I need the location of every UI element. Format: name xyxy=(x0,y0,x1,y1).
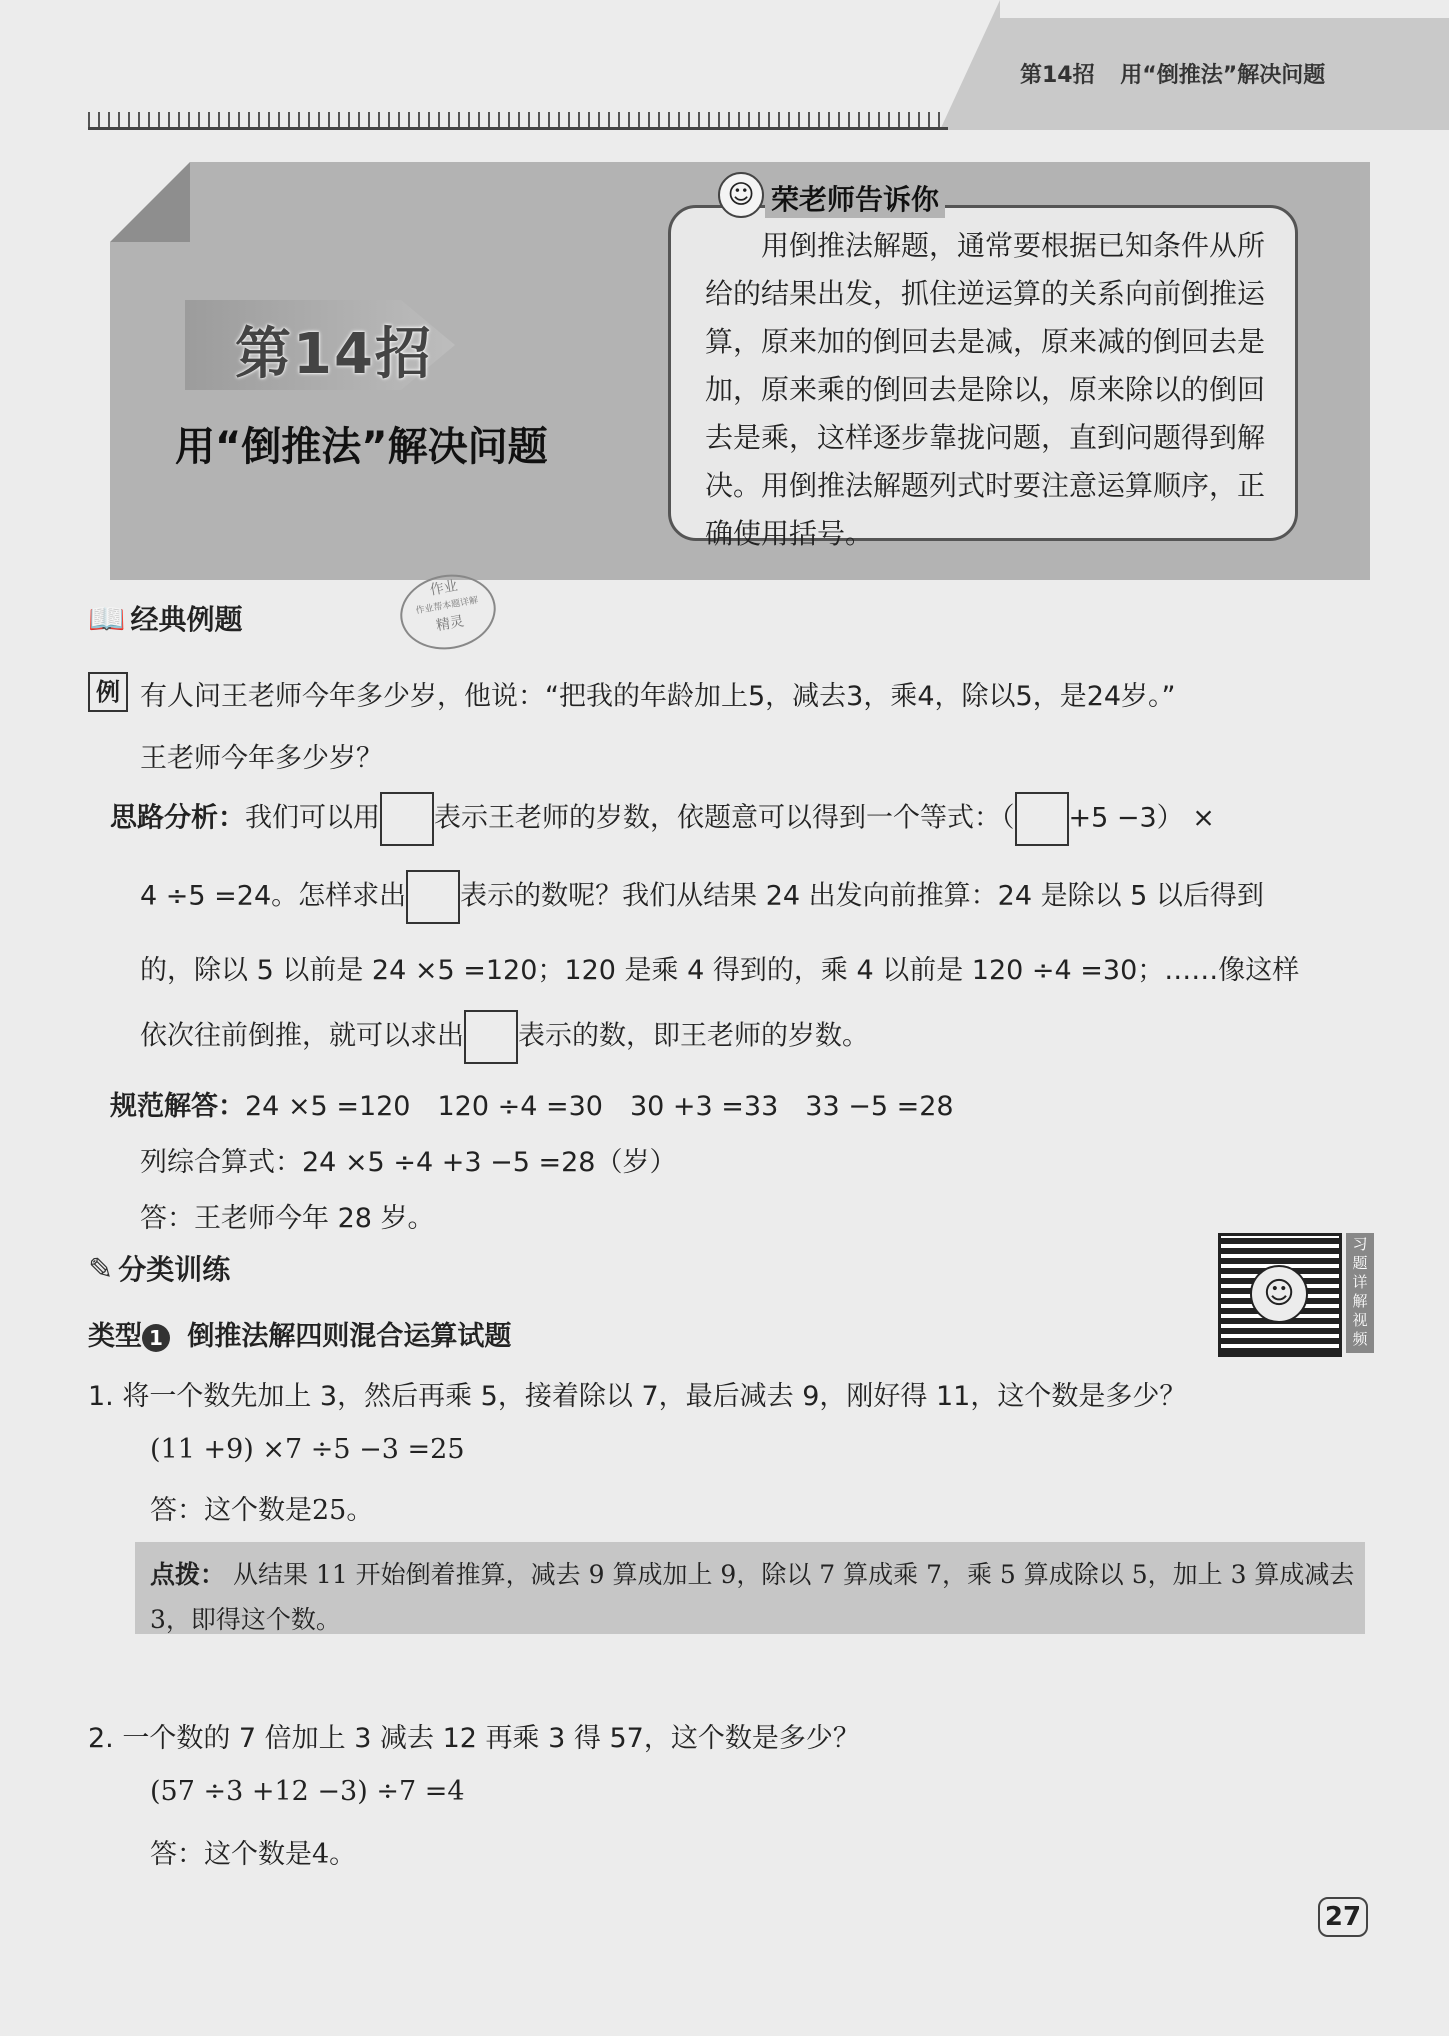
analysis-a2: 表示王老师的岁数，依题意可以得到一个等式：（ xyxy=(434,802,1015,834)
teacher-avatar-icon: ☺ xyxy=(1250,1265,1308,1323)
analysis-d1: 依次往前倒推，就可以求出 xyxy=(140,1020,464,1052)
analysis-line3: 的，除以 5 以前是 24 ×5 =120；120 是乘 4 得到的，乘 4 以前是 120 ÷4 =30；……像这样 xyxy=(140,955,1300,986)
standard-answer xyxy=(110,1084,954,1123)
book-icon: 📖 xyxy=(88,602,126,637)
answer-label: 规范解答： xyxy=(110,1091,245,1122)
header-title: 用“倒推法”解决问题 xyxy=(1120,63,1326,88)
example-label: 例 xyxy=(88,672,128,712)
type-heading xyxy=(88,1314,511,1353)
qr-label: 习题详解视频 xyxy=(1346,1233,1374,1353)
analysis-line1 xyxy=(110,792,1215,846)
teacher-avatar-icon: ☺ xyxy=(718,172,764,218)
section-classic xyxy=(88,598,242,638)
analysis-b1: 4 ÷5 =24。怎样求出 xyxy=(140,880,407,912)
header-slant xyxy=(940,0,1000,130)
type-title: 倒推法解四则混合运算试题 xyxy=(187,1321,512,1352)
stamp-line3: 精灵 xyxy=(434,613,466,635)
q1-hint xyxy=(150,1552,1360,1642)
stamp-line2: 作业帮本题详解 xyxy=(415,595,479,617)
blank-box xyxy=(406,870,460,924)
section-classic-title: 经典例题 xyxy=(130,603,243,636)
chapter-number: 第14招 xyxy=(235,322,433,387)
header-chapter: 第14招 xyxy=(1020,63,1095,88)
chapter-title: 用“倒推法”解决问题 xyxy=(175,424,548,470)
example-question-line2: 王老师今年多少岁？ xyxy=(140,743,383,774)
q1-formula: (11 +9) ×7 ÷5 −3 =25 xyxy=(150,1434,465,1465)
pencil-icon: ✎ xyxy=(88,1252,114,1287)
combined-formula: 列综合算式：24 ×5 ÷4 +3 −5 =28（岁） xyxy=(140,1147,677,1178)
blank-box xyxy=(380,792,434,846)
blank-box xyxy=(464,1010,518,1064)
type-number-badge: 1 xyxy=(142,1324,170,1352)
type-prefix: 类型 xyxy=(88,1321,142,1352)
hint-text: 从结果 11 开始倒着推算，减去 9 算成加上 9，除以 7 算成乘 7，乘 5 算成除以 5，加上 3 算成减去3，即得这个数。 xyxy=(150,1560,1355,1634)
tip-body: 用倒推法解题，通常要根据已知条件从所给的结果出发，抓住逆运算的关系向前倒推运算，原来加的倒回去是减，原来减的倒回去是加，原来乘的倒回去是除以，原来除以的倒回去是乘，这样逐步靠拢问题，直到问题得到解决。用倒推法解题列式时要注意运算顺序，正确使用括号。 xyxy=(705,229,1266,550)
analysis-line2 xyxy=(140,870,1264,924)
analysis-b2: 表示的数呢？我们从结果 24 出发向前推算：24 是除以 5 以后得到 xyxy=(460,880,1264,912)
analysis-line4 xyxy=(140,1010,869,1064)
page-number: 27 xyxy=(1318,1897,1368,1937)
section-training-title: 分类训练 xyxy=(118,1253,231,1286)
ruler-line xyxy=(88,127,948,130)
q1-answer: 答：这个数是25。 xyxy=(150,1495,374,1526)
q2-text: 2. 一个数的 7 倍加上 3 减去 12 再乘 3 得 57，这个数是多少？ xyxy=(88,1723,860,1754)
q2-formula: (57 ÷3 +12 −3) ÷7 =4 xyxy=(150,1776,465,1807)
analysis-label: 思路分析： xyxy=(110,802,245,834)
hint-label: 点拨： xyxy=(150,1560,226,1589)
stamp-line1: 作业 xyxy=(428,578,460,599)
ruler-decoration xyxy=(88,112,948,128)
example-question-line1: 有人问王老师今年多少岁，他说：“把我的年龄加上5，减去3，乘4，除以5，是24岁。” xyxy=(140,681,1176,712)
answer-steps: 24 ×5 =120 120 ÷4 =30 30 +3 =33 33 −5 =28 xyxy=(245,1091,954,1122)
q2-answer: 答：这个数是4。 xyxy=(150,1839,357,1870)
tip-title: 荣老师告诉你 xyxy=(765,178,945,218)
analysis-d2: 表示的数，即王老师的岁数。 xyxy=(518,1020,869,1052)
q1-text: 1. 将一个数先加上 3，然后再乘 5，接着除以 7，最后减去 9，刚好得 11，这个数是多少？ xyxy=(88,1381,1187,1412)
blank-box xyxy=(1015,792,1069,846)
example-final-answer: 答：王老师今年 28 岁。 xyxy=(140,1203,435,1234)
running-header xyxy=(1020,58,1325,89)
section-training xyxy=(88,1248,230,1288)
analysis-a3: +5 −3） × xyxy=(1068,802,1215,834)
analysis-a1: 我们可以用 xyxy=(245,802,380,834)
banner-fold xyxy=(110,162,190,242)
homework-stamp xyxy=(394,567,501,657)
